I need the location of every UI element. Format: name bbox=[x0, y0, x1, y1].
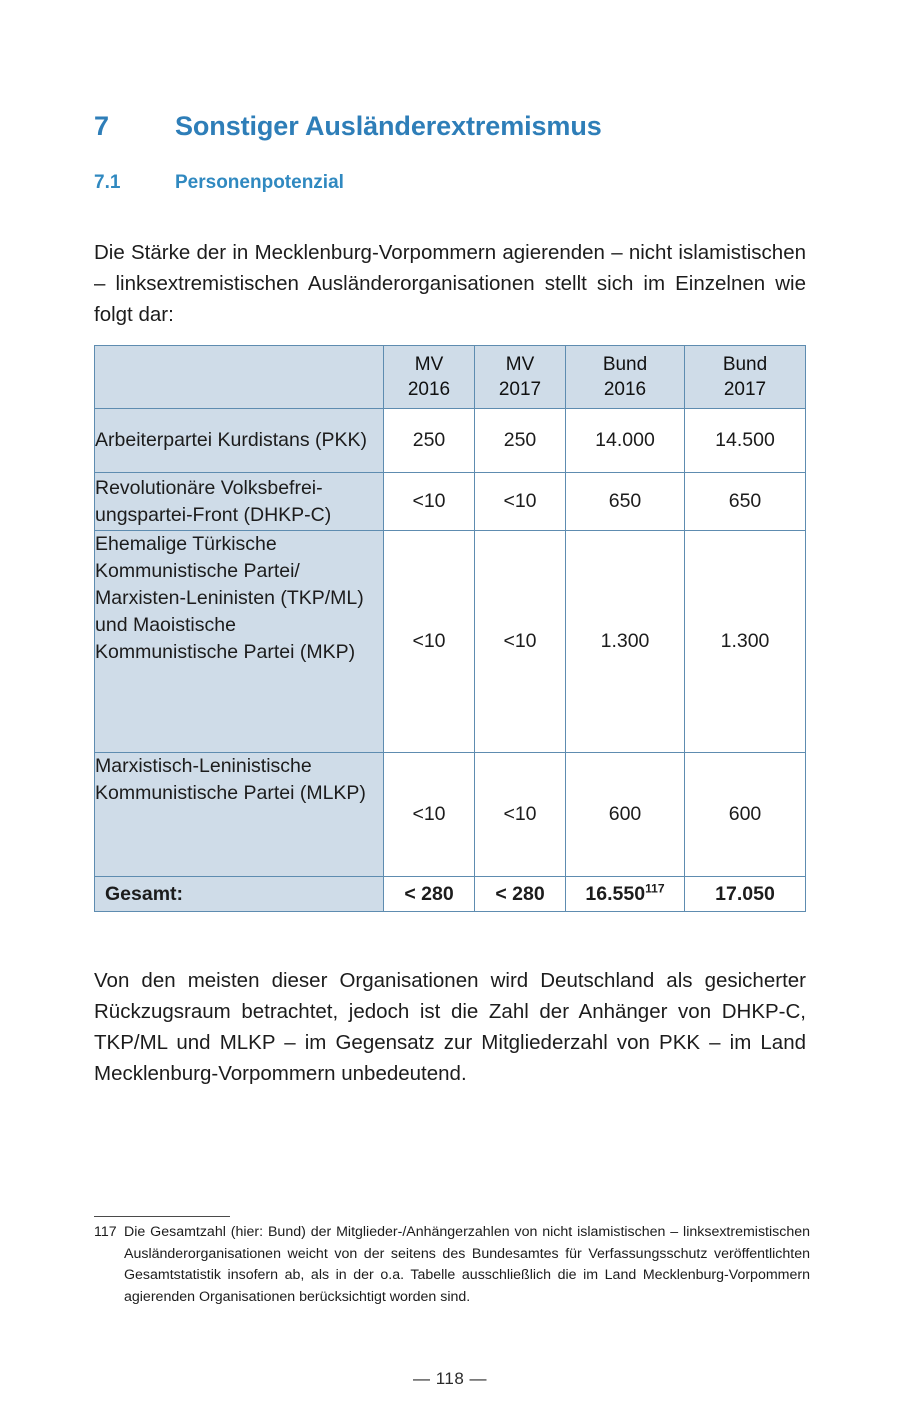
column-header-mv-2016-line1: MV bbox=[414, 354, 444, 375]
closing-paragraph: Von den meisten dieser Organisationen wird Deutschland als gesicherter Rückzugsraum betrachtet, jedoch ist die Zahl der Anhänger von DHKP-C, TKP/ML und MLKP – im Gegensatz zur Mitgliederzahl von PKK – im Land Mecklenburg-Vorpommern unbedeutend. bbox=[94, 968, 806, 1085]
total-mv-2017: < 280 bbox=[475, 877, 566, 912]
footnote-number: 117 bbox=[94, 1224, 117, 1240]
table-header bbox=[95, 346, 806, 409]
cell-pkk-bund-2016: 14.000 bbox=[566, 409, 685, 473]
cell-mlkp-bund-2016: 600 bbox=[566, 753, 685, 877]
personenpotenzial-table bbox=[94, 345, 806, 912]
cell-mlkp-mv-2017: <10 bbox=[475, 753, 566, 877]
page-title bbox=[94, 110, 814, 142]
cell-tkpml-bund-2017: 1.300 bbox=[685, 531, 806, 753]
page-number: — 118 — bbox=[412, 1369, 488, 1388]
column-header-bund-2017-line1: Bund bbox=[722, 354, 768, 375]
cell-dhkpc-bund-2016: 650 bbox=[566, 473, 685, 531]
cell-dhkpc-mv-2016: <10 bbox=[384, 473, 475, 531]
total-bund-2017: 17.050 bbox=[685, 877, 806, 912]
column-header-mv-2016-line2: 2016 bbox=[407, 379, 451, 400]
column-header-mv-2017-line1: MV bbox=[505, 354, 535, 375]
section-title: Sonstiger Ausländerextremismus bbox=[175, 111, 602, 142]
cell-mlkp-bund-2017: 600 bbox=[685, 753, 806, 877]
column-header-bund-2016-line1: Bund bbox=[602, 354, 648, 375]
column-header-mv-2016 bbox=[384, 346, 475, 409]
cell-tkpml-mv-2016: <10 bbox=[384, 531, 475, 753]
footnote-text: Die Gesamtzahl (hier: Bund) der Mitglieder-/Anhängerzahlen von nicht islamistischen – linksextremistischen Ausländerorganisationen weicht von der seitens des Bundesamtes für Verfassungsschutz veröffentlichten Gesamtstatistik insofern ab, als in der o.a. Tabelle ausschließlich die im Land Mecklenburg-Vorpommern agierenden Organisationen berücksichtigt worden sind. bbox=[124, 1224, 810, 1305]
total-bund-2016 bbox=[566, 877, 685, 912]
cell-mlkp-mv-2016: <10 bbox=[384, 753, 475, 877]
table-header-row bbox=[95, 346, 806, 409]
intro-paragraph: Die Stärke der in Mecklenburg-Vorpommern agierenden – nicht islamistischen – linksextremistischen Ausländerorganisationen stellt sich im Einzelnen wie folgt dar: bbox=[94, 240, 806, 326]
cell-tkpml-mv-2017: <10 bbox=[475, 531, 566, 753]
subsection-title-text: Personenpotenzial bbox=[175, 171, 344, 193]
row-label-dhkpc: Revolutionäre Volksbefrei-ungspartei-Front (DHKP-C) bbox=[95, 473, 384, 531]
column-header-bund-2016 bbox=[566, 346, 685, 409]
column-header-mv-2017-line2: 2017 bbox=[498, 379, 542, 400]
table-row bbox=[95, 531, 806, 753]
row-label-mlkp: Marxistisch-Leninistische Kommunistische Partei (MLKP) bbox=[95, 753, 384, 877]
cell-dhkpc-bund-2017: 650 bbox=[685, 473, 806, 531]
row-label-tkpml-mkp: Ehemalige Türkische Kommunistische Partei/ Marxisten-Leninisten (TKP/ML) und Maoistische Kommunistische Partei (MKP) bbox=[95, 531, 384, 753]
footnote-block bbox=[94, 1222, 810, 1308]
footnote-marker-117: 117 bbox=[645, 881, 665, 895]
table-total-row bbox=[95, 877, 806, 912]
column-header-bund-2017-line2: 2017 bbox=[723, 379, 767, 400]
column-header-bund-2017 bbox=[685, 346, 806, 409]
total-mv-2016: < 280 bbox=[384, 877, 475, 912]
cell-tkpml-bund-2016: 1.300 bbox=[566, 531, 685, 753]
subsection-number: 7.1 bbox=[94, 171, 121, 193]
cell-pkk-bund-2017: 14.500 bbox=[685, 409, 806, 473]
footnote-separator bbox=[94, 1216, 230, 1217]
row-label-pkk: Arbeiterpartei Kurdistans (PKK) bbox=[95, 409, 384, 473]
table-row bbox=[95, 473, 806, 531]
total-row-label: Gesamt: bbox=[95, 877, 384, 912]
cell-pkk-mv-2017: 250 bbox=[475, 409, 566, 473]
table-body bbox=[95, 409, 806, 912]
table-row bbox=[95, 409, 806, 473]
column-header-bund-2016-line2: 2016 bbox=[603, 379, 647, 400]
total-bund-2016-value: 16.550 bbox=[585, 882, 646, 905]
column-header-organization bbox=[95, 346, 384, 409]
column-header-mv-2017 bbox=[475, 346, 566, 409]
table-row bbox=[95, 753, 806, 877]
subsection-title bbox=[94, 171, 814, 195]
cell-dhkpc-mv-2017: <10 bbox=[475, 473, 566, 531]
personenpotenzial-table-wrapper bbox=[94, 345, 805, 912]
cell-pkk-mv-2016: 250 bbox=[384, 409, 475, 473]
section-number: 7 bbox=[94, 111, 109, 142]
